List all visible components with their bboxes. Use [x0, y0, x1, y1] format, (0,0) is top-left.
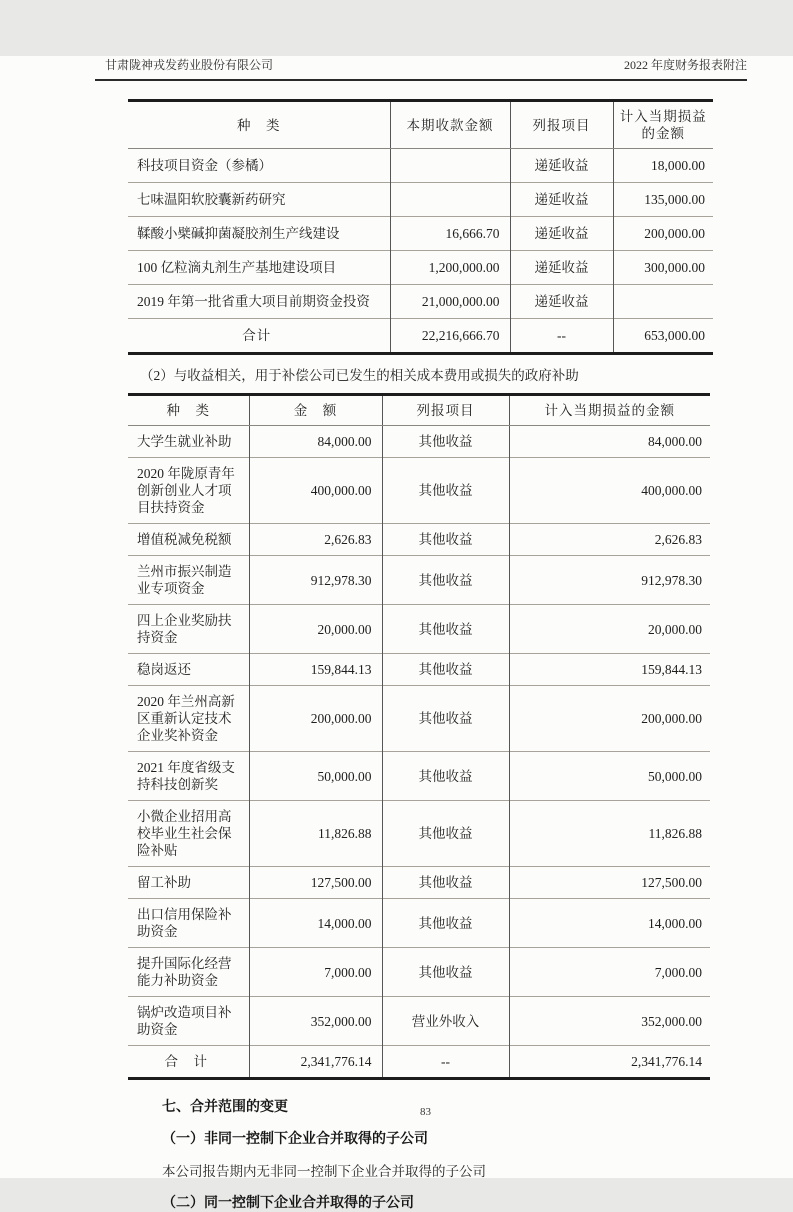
table-cell: 合 计	[128, 1046, 249, 1079]
table-cell	[390, 149, 510, 183]
column-header-presentation-item: 列报项目	[382, 395, 509, 426]
table-cell: 127,500.00	[249, 867, 382, 899]
table-cell: 其他收益	[382, 801, 509, 867]
table-cell: 200,000.00	[509, 686, 710, 752]
table-cell: 653,000.00	[613, 319, 713, 354]
table-cell: 135,000.00	[613, 183, 713, 217]
table-cell: 200,000.00	[613, 217, 713, 251]
table-row	[128, 605, 710, 654]
table-row	[128, 899, 710, 948]
page-number: 83	[420, 1106, 431, 1118]
grants-asset-related-table	[128, 99, 713, 355]
document-title: 2022 年度财务报表附注	[623, 58, 747, 72]
table-cell: 其他收益	[382, 556, 509, 605]
grants-income-related-table	[128, 393, 710, 1080]
table-cell: 2020 年陇原青年创新创业人才项目扶持资金	[128, 458, 249, 524]
column-header-type: 种 类	[128, 101, 390, 149]
table-cell: 11,826.88	[249, 801, 382, 867]
table-cell	[390, 183, 510, 217]
table-cell: 营业外收入	[382, 997, 509, 1046]
table-cell: 2019 年第一批省重大项目前期资金投资	[128, 285, 390, 319]
table-row	[128, 149, 713, 183]
table-row	[128, 556, 710, 605]
column-header-amount-in-pnl: 计入当期损益的金额	[509, 395, 710, 426]
table-cell: 352,000.00	[509, 997, 710, 1046]
table-cell: 14,000.00	[249, 899, 382, 948]
table-cell: 其他收益	[382, 426, 509, 458]
table-row	[128, 458, 710, 524]
table-cell: 400,000.00	[249, 458, 382, 524]
note-income-related-grants: （2）与收益相关，用于补偿公司已发生的相关成本费用或损失的政府补助	[140, 368, 579, 383]
table-cell: 2020 年兰州高新区重新认定技术企业奖补资金	[128, 686, 249, 752]
table-cell: 20,000.00	[509, 605, 710, 654]
table-cell: 2,626.83	[509, 524, 710, 556]
column-header-type: 种 类	[128, 395, 249, 426]
table-row	[128, 524, 710, 556]
table-cell: 递延收益	[510, 251, 613, 285]
table-cell: 递延收益	[510, 183, 613, 217]
table-row	[128, 801, 710, 867]
table-cell: --	[382, 1046, 509, 1079]
table-cell: 14,000.00	[509, 899, 710, 948]
table-cell	[613, 285, 713, 319]
table-cell: 稳岗返还	[128, 654, 249, 686]
table-cell: 2,626.83	[249, 524, 382, 556]
table-cell: --	[510, 319, 613, 354]
table-cell: 1,200,000.00	[390, 251, 510, 285]
table-cell: 7,000.00	[249, 948, 382, 997]
table-cell: 127,500.00	[509, 867, 710, 899]
table-cell: 科技项目资金（参橘）	[137, 158, 272, 173]
subsection-non-common-control: （一）非同一控制下企业合并取得的子公司	[162, 1132, 428, 1147]
table-cell: 11,826.88	[509, 801, 710, 867]
table-cell: 18,000.00	[613, 149, 713, 183]
table-total-row	[128, 319, 713, 354]
table-cell: 16,666.70	[390, 217, 510, 251]
table-cell: 其他收益	[382, 948, 509, 997]
table-cell: 100 亿粒滴丸剂生产基地建设项目	[128, 251, 390, 285]
table-cell: 2021 年度省级支持科技创新奖	[128, 752, 249, 801]
table-cell: 其他收益	[382, 686, 509, 752]
table-row	[128, 251, 713, 285]
table-cell: 七味温阳软胶囊新药研究	[128, 183, 390, 217]
page-header	[95, 56, 747, 81]
column-header-presentation-item: 列报项目	[510, 101, 613, 149]
table-cell: 21,000,000.00	[390, 285, 510, 319]
table-cell: 递延收益	[510, 217, 613, 251]
table-cell: 其他收益	[382, 867, 509, 899]
table-cell: 2,341,776.14	[249, 1046, 382, 1079]
table-row	[128, 217, 713, 251]
table-header-row	[128, 395, 710, 426]
section-consolidation-scope	[162, 1096, 793, 1212]
table-cell: 其他收益	[382, 458, 509, 524]
table-cell: 锅炉改造项目补助资金	[128, 997, 249, 1046]
section-title: 七、合并范围的变更	[162, 1100, 288, 1115]
table-row	[128, 752, 710, 801]
table-cell: 200,000.00	[249, 686, 382, 752]
column-header-amount-in-pnl: 计入当期损益 的金额	[613, 101, 713, 149]
table-row	[128, 686, 710, 752]
table-cell: 鞣酸小檗碱抑菌凝胶剂生产线建设	[128, 217, 390, 251]
column-header-amount: 金 额	[249, 395, 382, 426]
table-cell: 352,000.00	[249, 997, 382, 1046]
table-row	[128, 867, 710, 899]
column-header-amount-received: 本期收款金额	[390, 101, 510, 149]
table-cell: 84,000.00	[509, 426, 710, 458]
table-cell: 20,000.00	[249, 605, 382, 654]
table-total-row	[128, 1046, 710, 1079]
table-cell: 22,216,666.70	[390, 319, 510, 354]
subsection-body-text: 本公司报告期内无非同一控制下企业合并取得的子公司	[162, 1164, 486, 1179]
table-cell: 增值税减免税额	[128, 524, 249, 556]
table-cell: 300,000.00	[613, 251, 713, 285]
table-cell: 递延收益	[510, 285, 613, 319]
table-cell: 其他收益	[382, 605, 509, 654]
table-cell: 2,341,776.14	[509, 1046, 710, 1079]
table-cell: 递延收益	[510, 149, 613, 183]
table-cell: 400,000.00	[509, 458, 710, 524]
table-cell: 大学生就业补助	[137, 434, 232, 449]
table-cell: 留工补助	[128, 867, 249, 899]
document-page	[0, 56, 793, 1211]
table-cell: 912,978.30	[509, 556, 710, 605]
table-header-row	[128, 101, 713, 149]
table-row	[128, 948, 710, 997]
table-cell: 其他收益	[382, 524, 509, 556]
table-cell: 其他收益	[382, 752, 509, 801]
table-cell: 50,000.00	[249, 752, 382, 801]
table-row	[128, 997, 710, 1046]
table-row	[128, 183, 713, 217]
table-cell: 84,000.00	[249, 426, 382, 458]
table-row	[128, 654, 710, 686]
table-cell: 合计	[128, 319, 390, 354]
table-cell: 小微企业招用高校毕业生社会保险补贴	[128, 801, 249, 867]
table-row	[128, 426, 710, 458]
company-name: 甘肃陇神戎发药业股份有限公司	[105, 58, 274, 72]
subsection-common-control: （二）同一控制下企业合并取得的子公司	[162, 1196, 414, 1211]
table-cell: 159,844.13	[249, 654, 382, 686]
table-cell: 7,000.00	[509, 948, 710, 997]
table-cell: 提升国际化经营能力补助资金	[128, 948, 249, 997]
table-cell: 912,978.30	[249, 556, 382, 605]
table-cell: 四上企业奖励扶持资金	[128, 605, 249, 654]
table-cell: 其他收益	[382, 654, 509, 686]
table-cell: 50,000.00	[509, 752, 710, 801]
table-cell: 其他收益	[382, 899, 509, 948]
table-cell: 159,844.13	[509, 654, 710, 686]
table-row	[128, 285, 713, 319]
table-cell: 兰州市振兴制造业专项资金	[128, 556, 249, 605]
table-cell: 出口信用保险补助资金	[128, 899, 249, 948]
